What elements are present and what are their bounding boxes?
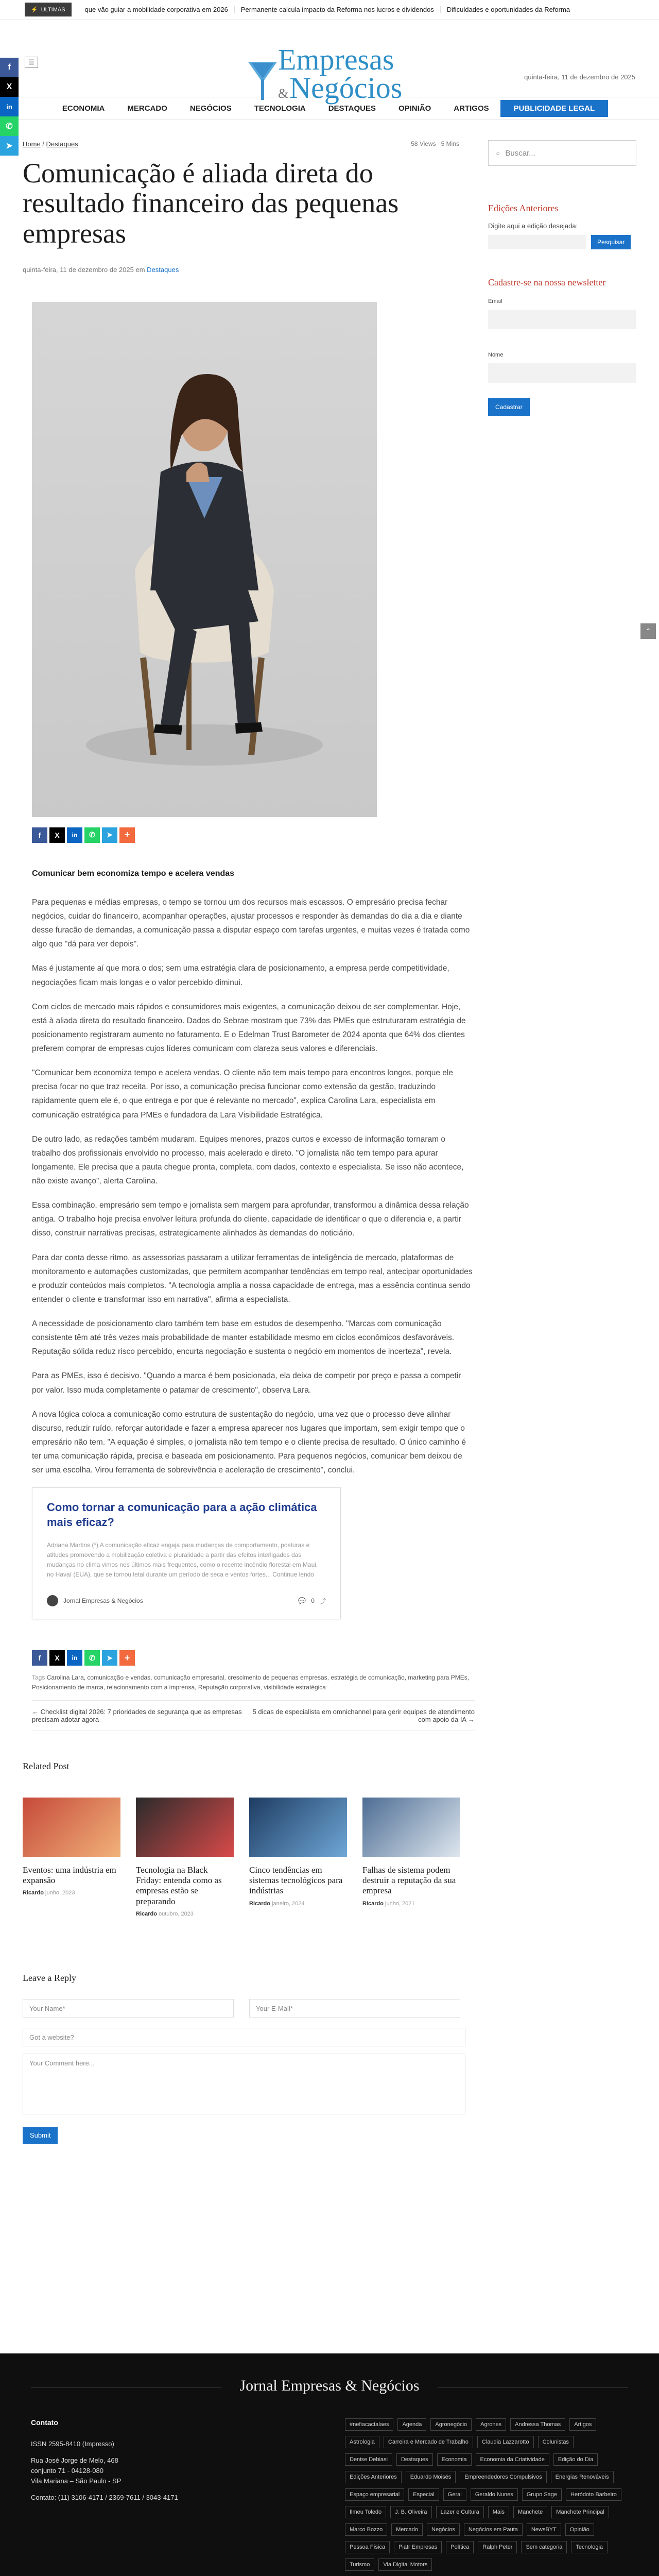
facebook-icon[interactable]: f — [32, 1650, 47, 1666]
article-paragraph: "Comunicar bem economiza tempo e acelera vendas. O cliente não tem mais tempo para encontros longos, porque ele precisa focar no que traz receita. Por isso, a comunicação precisa funcionar como extensão da gestão, traduzindo rapidamente quem ele é, o que entrega e por que é relevante no mercado", explica Carolina Lara, especialista em comunicação estratégica para PMEs e fundadora da Lara Visibilidade Estratégica. — [32, 1069, 453, 1120]
footer-tag[interactable]: Andressa Thomas — [510, 2418, 565, 2431]
ticker-badge — [25, 3, 72, 16]
nav-item-opiniao[interactable]: OPINIÃO — [398, 104, 431, 113]
related-post-image[interactable] — [136, 1798, 234, 1857]
woman-seated-portrait-illustration — [32, 302, 377, 817]
footer-tag[interactable]: Denise Debiasi — [345, 2453, 392, 2466]
footer-tag[interactable]: Lazer e Cultura — [436, 2506, 484, 2518]
footer-tag[interactable]: Heródoto Barbeiro — [566, 2488, 621, 2501]
article-hero-image — [32, 302, 377, 817]
related-post-title[interactable]: Falhas de sistema podem destruir a reputação da sua empresa — [362, 1865, 456, 1896]
linkedin-icon[interactable]: in — [67, 1650, 82, 1666]
byline-in: em — [135, 265, 145, 274]
article-paragraph: Com ciclos de mercado mais rápidos e consumidores mais exigentes, a comunicação deixou de ser complementar. Hoje, está à aliada direta do resultado financeiro. Dados do Sebrae mostram que 73% das PMEs que estruturaram estratégia de posicionamento registraram aumento no faturamento. E o Edelman Trust Barometer de 2024 aponta que 64% dos clientes preferem comprar de empresas cujos líderes comunicam com clareza seus valores e diferenciais. — [32, 1002, 466, 1054]
footer-tag[interactable]: Astrologia — [345, 2436, 379, 2448]
ticker-badge-label: ULTIMAS — [41, 6, 65, 13]
article-date: quinta-feira, 11 de dezembro de 2025 — [23, 265, 134, 274]
editions-text: Digite aqui a edição desejada: — [488, 222, 578, 230]
related-post-image[interactable] — [23, 1798, 120, 1857]
footer-tag[interactable]: Pessoa Física — [345, 2541, 390, 2553]
footer-tag[interactable]: Mercado — [391, 2523, 423, 2536]
read-time: 5 Mins — [441, 140, 459, 147]
sidebar — [488, 140, 637, 416]
avatar — [47, 1595, 58, 1606]
article-paragraph: Para dar conta desse ritmo, as assessorias passaram a utilizar ferramentas de inteligência de mercado, plataformas de monitoramento e automações customizadas, que permitem acompanhar tendências em tempo real, antecipar oportunidades e produzir conteúdos mais completos. "A tecnologia amplia a nossa capacidade de entrega, mas a essência continua sendo entender o cliente e transformar isso em narrativa", afirma a especialista. — [32, 1253, 473, 1304]
related-post-card[interactable] — [23, 1798, 120, 1918]
footer-tag-cloud — [345, 2418, 623, 2571]
footer-tag[interactable]: Economia da Criatividade — [476, 2453, 549, 2466]
footer-tag[interactable]: Colunistas — [538, 2436, 574, 2448]
nav-item-publicidade-legal[interactable]: PUBLICIDADE LEGAL — [500, 100, 609, 117]
footer-tag[interactable]: Agrones — [476, 2418, 506, 2431]
nav-item-economia[interactable]: ECONOMIA — [62, 104, 105, 113]
name-field[interactable]: Your Name* — [23, 1999, 234, 2018]
search-input[interactable] — [488, 140, 636, 166]
footer-tag[interactable]: Especial — [408, 2488, 439, 2501]
newsletter-name-field[interactable] — [488, 363, 636, 383]
footer-tag[interactable]: Edições Anteriores — [345, 2471, 402, 2483]
site-logo[interactable] — [247, 43, 403, 105]
footer-tag[interactable]: Tecnologia — [571, 2541, 608, 2553]
share-buttons — [32, 827, 466, 843]
related-post-title[interactable]: Tecnologia na Black Friday: entenda como as empresas estão se preparando — [136, 1865, 222, 1906]
facebook-icon[interactable]: f — [32, 827, 47, 843]
edition-input[interactable] — [488, 235, 586, 249]
tags-list[interactable]: Carolina Lara, comunicação e vendas, comunicação empresarial, crescimento de pequenas empresas, estratégia de comunicação, marketing para PMEs, Posicionamento de marca, relacionamento com a imprensa, Reputação corporativa, visibilidade estratégica — [32, 1674, 470, 1691]
footer-tag[interactable]: Claudia Lazzarotto — [477, 2436, 534, 2448]
article-byline — [23, 266, 466, 274]
footer-tag[interactable]: Ralph Peter — [478, 2541, 517, 2553]
telegram-icon[interactable]: ➤ — [102, 827, 117, 843]
site-footer — [0, 2353, 659, 2576]
nav-item-tecnologia[interactable]: TECNOLOGIA — [254, 104, 306, 113]
related-post-date: junho, 2021 — [385, 1900, 415, 1907]
address-text: Rua José Jorge de Melo, 468 conjunto 71 - 04128-080 Vila Mariana – São Paulo - SP — [31, 2456, 122, 2485]
related-post-title[interactable]: Cinco tendências em sistemas tecnológicos para indústrias — [249, 1865, 343, 1896]
footer-tag[interactable]: Agenda — [397, 2418, 426, 2431]
embedded-post-card[interactable] — [32, 1487, 341, 1619]
footer-tag[interactable]: Mais — [488, 2506, 509, 2518]
divider — [31, 2387, 221, 2388]
related-posts — [23, 1798, 466, 1918]
footer-tag[interactable]: Geraldo Nunes — [471, 2488, 518, 2501]
embed-title[interactable]: Como tornar a comunicação para a ação climática mais eficaz? — [47, 1501, 317, 1529]
related-posts-title: Related Post — [23, 1760, 70, 1771]
nav-item-artigos[interactable]: ARTIGOS — [454, 104, 489, 113]
article-tags — [32, 1673, 475, 1692]
contact-title: Contato — [31, 2418, 58, 2427]
article-category-link[interactable]: Destaques — [147, 265, 179, 274]
ticker-item[interactable]: Permanente calcula impacto da Reforma nos lucros e dividendos — [234, 6, 440, 13]
footer-tag[interactable]: Espaço empresarial — [345, 2488, 404, 2501]
footer-tag[interactable]: J. B. Oliveira — [390, 2506, 431, 2518]
footer-tag[interactable]: Opinião — [565, 2523, 594, 2536]
footer-tag[interactable]: Energias Renováveis — [551, 2471, 614, 2483]
related-post-author: Ricardo — [23, 1890, 44, 1896]
newsletter-email-field[interactable] — [488, 310, 636, 329]
site-header — [0, 20, 659, 105]
footer-tag[interactable]: Agronegócio — [430, 2418, 472, 2431]
related-post-title[interactable]: Eventos: uma indústria em expansão — [23, 1865, 116, 1886]
article-paragraph: Para pequenas e médias empresas, o tempo se tornou um dos recursos mais escassos. O empresário precisa fechar negócios, cuidar do financeiro, acompanhar operações, ajustar processos e responder às demandas do dia a dia e diante desse furacão de demandas, a comunicação passa a disputar espaço com tarefas urgentes, e muitas vezes é tratada como algo que "dá para ver depois". — [32, 897, 470, 949]
telegram-icon[interactable]: ➤ — [102, 1650, 117, 1666]
logo-line1: Empresas — [278, 43, 394, 76]
scroll-top-icon[interactable]: ⌃ — [640, 623, 656, 639]
nav-item-mercado[interactable]: MERCADO — [127, 104, 167, 113]
website-field[interactable]: Got a website? — [23, 2028, 465, 2046]
x-icon[interactable]: X — [0, 77, 19, 97]
post-navigation — [32, 1700, 475, 1731]
footer-tag[interactable]: Via Digital Motors — [378, 2558, 432, 2571]
related-post-date: outubro, 2023 — [159, 1911, 194, 1918]
breadcrumb — [23, 140, 466, 148]
ticker-item[interactable]: Dificuldades e oportunidades da Reforma — [440, 6, 576, 13]
footer-tag[interactable]: Ilmeu Toledo — [345, 2506, 386, 2518]
embed-footer — [47, 1595, 326, 1606]
footer-tag[interactable]: Turismo — [345, 2558, 374, 2571]
article-paragraph: Para as PMEs, isso é decisivo. "Quando a marca é bem posicionada, ela deixa de competir por preço e passa a competir por valor. Isso muda completamente o patamar de crescimento", observa Lara. — [32, 1371, 461, 1395]
header-date: quinta-feira, 11 de dezembro de 2025 — [524, 73, 635, 81]
article-paragraph: A necessidade de posicionamento claro também tem base em estudos de desempenho. "Marcas com comunicação consistente têm até três vezes mais probabilidade de manter estabilidade mesmo em ciclos econômicos desfavoráveis. Reputação sólida reduz risco percebido, encurta negociação e sustenta o negócio em momentos de incerteza", revela. — [32, 1319, 455, 1357]
article-paragraph: Mas é justamente aí que mora o dos; sem uma estratégia clara de posicionamento, a empresa perde competitividade, negociações ficam mais longas e o valor percebido diminui. — [32, 964, 449, 987]
footer-tag[interactable]: Carreira e Mercado de Trabalho — [384, 2436, 473, 2448]
submit-button[interactable]: Submit — [23, 2127, 58, 2144]
footer-tag[interactable]: Destaques — [396, 2453, 433, 2466]
related-post-card[interactable] — [136, 1798, 234, 1918]
related-post-card[interactable] — [249, 1798, 347, 1918]
logo-amp: & — [278, 86, 289, 101]
logo-mark-icon — [247, 61, 278, 102]
embed-comment-count: 0 — [311, 1597, 315, 1605]
related-post-card[interactable] — [362, 1798, 460, 1918]
facebook-icon[interactable]: f — [0, 58, 19, 77]
embed-excerpt: Adriana Martins (*) A comunicação eficaz engaja para mudanças de comportamento, posturas e atitudes promovendo a mobilização coletiva e pluralidade a partir das efeitos interligados das mudanças no clima vimos nos últimos mais frequentes, como o recente incêndio florestal em Maui, no Havaí (EUA), que se tornou letal durante um período de seca e ventos fortes... Continue lendo — [47, 1541, 318, 1579]
breadcrumb-home[interactable]: Home — [23, 140, 41, 148]
footer-tag[interactable]: Eduardo Moisés — [406, 2471, 456, 2483]
footer-tag[interactable]: Edição do Dia — [553, 2453, 598, 2466]
newsletter-submit-button[interactable]: Cadastrar — [488, 398, 530, 416]
embed-author: Jornal Empresas & Negócios — [63, 1597, 143, 1605]
footer-tag[interactable]: Manchete — [513, 2506, 547, 2518]
nav-item-destaques[interactable]: DESTAQUES — [328, 104, 376, 113]
previous-post-link[interactable]: ← Checklist digital 2026: 7 prioridades de segurança que as empresas precisam adotar agora — [32, 1707, 242, 1723]
footer-tag[interactable]: Geral — [443, 2488, 466, 2501]
footer-tag[interactable]: Grupo Sage — [522, 2488, 562, 2501]
footer-tag[interactable]: Negócios — [427, 2523, 460, 2536]
x-icon[interactable]: X — [49, 1650, 65, 1666]
views-count: 58 Views — [411, 140, 436, 147]
x-icon[interactable]: X — [49, 827, 65, 843]
related-post-author: Ricardo — [362, 1900, 384, 1907]
telegram-icon[interactable]: ➤ — [0, 136, 19, 156]
footer-tag[interactable]: #nefiacactalaes — [345, 2418, 393, 2431]
article-column — [23, 140, 475, 2144]
breadcrumb-section[interactable]: Destaques — [46, 140, 78, 148]
newsletter-title: Cadastre-se na nossa newsletter — [488, 277, 606, 287]
article-stats — [411, 140, 459, 147]
footer-contact — [31, 2417, 247, 2509]
issn-text: ISSN 2595-8410 (Impresso) — [31, 2439, 114, 2448]
article-paragraph: De outro lado, as redações também mudaram. Equipes menores, prazos curtos e excesso de informação tornaram o trabalho dos profissionais envolvido no processo, mais acelerado e direto. "O jornalista não tem tempo para apurar longamente. Ele precisa que a pauta chegue pronta, completa, com dados, contexto e especialista. Se isso não acontece, não existe avanço", alerta Carolina. — [32, 1134, 464, 1186]
hamburger-menu-icon[interactable]: ☰ — [25, 57, 38, 68]
related-post-author: Ricardo — [136, 1911, 157, 1918]
linkedin-icon[interactable]: in — [67, 827, 82, 843]
footer-tag[interactable]: Política — [446, 2541, 474, 2553]
nav-item-negocios[interactable]: NEGÓCIOS — [189, 104, 232, 113]
article-body — [32, 867, 475, 1477]
footer-brand: Jornal Empresas & Negócios — [239, 2377, 420, 2394]
footer-tag[interactable]: Sem categoria — [521, 2541, 567, 2553]
article-subheading: Comunicar bem economiza tempo e acelera vendas — [32, 869, 235, 878]
whatsapp-icon[interactable]: ✆ — [84, 1650, 100, 1666]
tags-label: Tags — [32, 1674, 45, 1682]
share-buttons-bottom — [32, 1650, 466, 1666]
article-paragraph: Essa combinação, empresário sem tempo e jornalista sem margem para aprofundar, transformou a dinâmica dessa relação antiga. O trabalho hoje precisa envolver leitura profunda do cliente, capacidade de identificar o que o diferencia e, a partir disso, construir narrativas precisas, estrategicamente alinhados às demandas do noticiário. — [32, 1201, 469, 1238]
comment-icon: 💬 — [298, 1597, 306, 1605]
editions-title: Edições Anteriores — [488, 203, 559, 213]
name-label: Nome — [488, 352, 504, 358]
ticker-item[interactable]: que vão guiar a mobilidade corporativa em 2026 — [84, 6, 228, 13]
whatsapp-icon[interactable]: ✆ — [84, 827, 100, 843]
comment-field[interactable]: Your Comment here... — [23, 2054, 465, 2114]
footer-tag[interactable]: NewsBYT — [527, 2523, 561, 2536]
related-post-date: junho, 2023 — [45, 1890, 75, 1896]
footer-tag[interactable]: Negócios em Pauta — [464, 2523, 523, 2536]
search-icon: ⌕ — [496, 148, 500, 158]
search-placeholder: Buscar... — [505, 148, 535, 158]
email-field[interactable]: Your E-Mail* — [249, 1999, 460, 2018]
email-label: Email — [488, 298, 502, 304]
footer-tag[interactable]: Manchete Principal — [551, 2506, 609, 2518]
more-share-icon[interactable]: + — [119, 1650, 135, 1666]
related-post-author: Ricardo — [249, 1900, 270, 1907]
footer-tag[interactable]: Empreendedores Compulsivos — [460, 2471, 546, 2483]
footer-tag[interactable]: Artigos — [569, 2418, 596, 2431]
linkedin-icon[interactable]: in — [0, 97, 19, 116]
article-title: Comunicação é aliada direta do resultado financeiro das pequenas empresas — [23, 158, 399, 249]
next-post-link[interactable]: 5 dicas de especialista em omnichannel para gerir equipes de atendimento com apoio da IA → — [252, 1707, 475, 1723]
related-post-date: janeiro, 2024 — [272, 1900, 305, 1907]
divider — [438, 2387, 628, 2388]
related-post-image[interactable] — [249, 1798, 347, 1857]
lightning-icon: ⚡ — [31, 7, 38, 13]
more-share-icon[interactable]: + — [119, 827, 135, 843]
share-icon[interactable]: ⤴ — [319, 1597, 326, 1605]
news-ticker — [0, 0, 659, 20]
phones-text: Contato: (11) 3106-4171 / 2369-7611 / 3043-4171 — [31, 2494, 178, 2502]
whatsapp-icon[interactable]: ✆ — [0, 116, 19, 136]
footer-tag[interactable]: Marco Bozzo — [345, 2523, 387, 2536]
edition-search-button[interactable]: Pesquisar — [591, 235, 631, 249]
breadcrumb-separator: / — [40, 140, 46, 148]
footer-tag[interactable]: Piatr Empresas — [394, 2541, 442, 2553]
article-paragraph: A nova lógica coloca a comunicação como estrutura de sustentação do negócio, uma vez que o processo deve alinhar discurso, reduzir ruído, reforçar autoridade e fazer a empresa aparecer nos lugares que importam, sem exigir tempo que o empresário não tem. "A equação é simples, o jornalista não tem tempo e o cliente precisa de resultado. O único caminho é ter uma comunicação rápida, precisa e baseada em posicionamento. Para pequenos negócios, comunicar bem deixou de ser uma escolha. Virou ferramenta de sobrevivência e aceleração de crescimento", conclui. — [32, 1410, 466, 1475]
reply-title: Leave a Reply — [23, 1973, 76, 1984]
related-post-image[interactable] — [362, 1798, 460, 1857]
footer-tag[interactable]: Economia — [437, 2453, 472, 2466]
logo-line2: Negócios — [289, 71, 403, 105]
